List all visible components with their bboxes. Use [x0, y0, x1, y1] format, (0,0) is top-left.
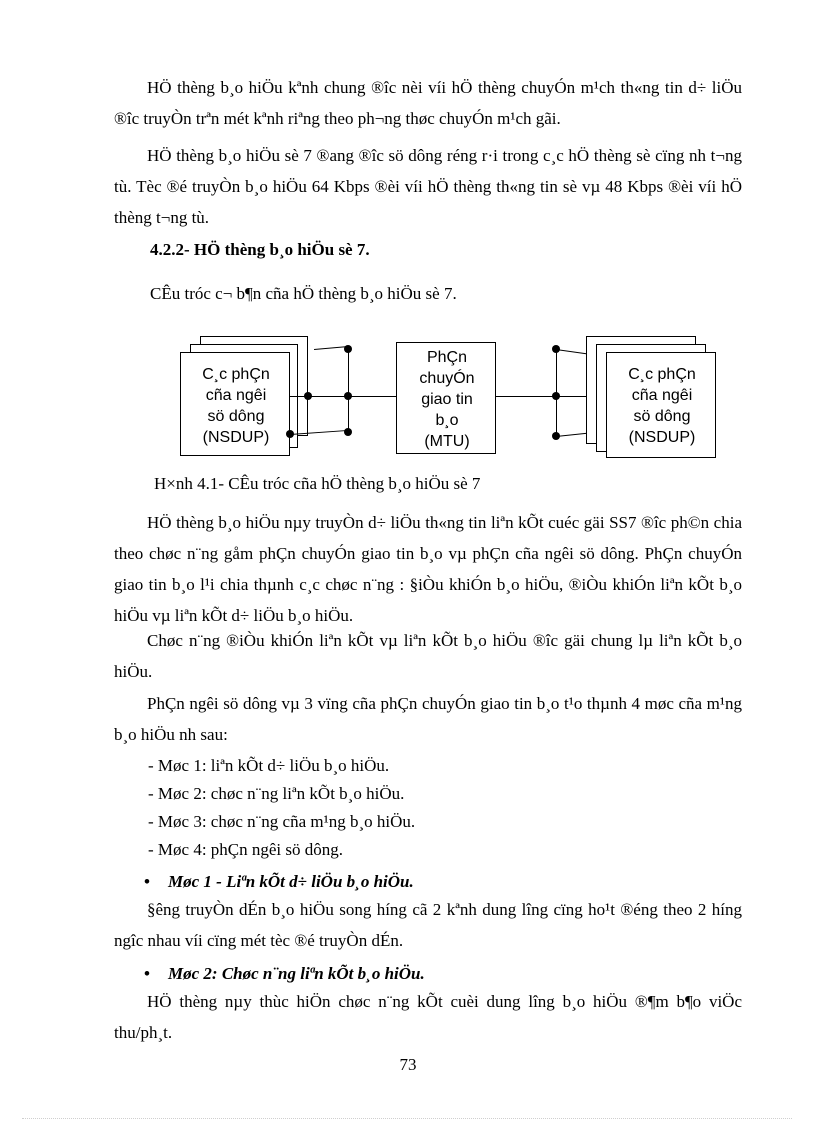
- right-box-front: [606, 352, 716, 458]
- bullet-heading-1-text: Møc 1 - Liªn kÕt d÷ liÖu b¸o hiÖu.: [168, 872, 414, 891]
- page-number: 73: [399, 1055, 417, 1074]
- paragraph-4: Chøc n¨ng ®iÒu khiÓn liªn kÕt vµ liªn kÕt b¸o hiÖu ®îc gäi chung lµ liªn kÕt b¸o hiÖu.: [114, 631, 742, 681]
- right-box-line-1: C¸c phÇn: [628, 366, 696, 383]
- paragraph-3: HÖ thèng b¸o hiÖu nµy truyÒn d÷ liÖu th«ng tin liªn kÕt cuéc gäi SS7 ®îc ph©n chia theo chøc n¨ng gåm phÇn chuyÓn giao tin b¸o vµ phÇn cña ngêi sö dông. PhÇn chuyÓn giao tin b¸o l¹i chia thµnh c¸c chøc n¨ng : §iÒu khiÓn b¸o hiÖu, ®iÒu khiÓn liªn kÕt b¸o hiÖu vµ liªn kÕt d÷ liÖu b¸o hiÖu.: [114, 513, 742, 625]
- bullet-heading-2: [144, 964, 425, 984]
- paragraph-7: HÖ thèng nµy thùc hiÖn chøc n¨ng kÕt cuèi dung lîng b¸o hiÖu ®¶m b¶o viÖc thu/ph¸t.: [114, 992, 742, 1042]
- left-node-bottom: [344, 428, 352, 436]
- left-node-top: [344, 345, 352, 353]
- right-box-line-4: (NSDUP): [628, 429, 696, 446]
- paragraph-2: HÖ thèng b¸o hiÖu sè 7 ®ang ®îc sö dông réng r·i trong c¸c hÖ thèng sè cïng nh t¬ng tù. Tèc ®é truyÒn b¸o hiÖu 64 Kbps ®èi víi hÖ thèng th«ng tin sè vµ 48 Kbps ®èi víi hÖ thèng t¬ng tù.: [114, 146, 742, 227]
- bottom-dotted-rule: [22, 1118, 792, 1119]
- list-item: - Møc 2: chøc n¨ng liªn kÕt b¸o hiÖu.: [148, 784, 405, 803]
- structure-intro: CÊu tróc c¬ b¶n cña hÖ thèng b¸o hiÖu sè 7.: [150, 284, 457, 303]
- center-box-line-2: chuyÓn: [419, 370, 475, 387]
- left-box-line-4: (NSDUP): [202, 429, 270, 446]
- paragraph-1: HÖ thèng b¸o hiÖu kªnh chung ®îc nèi víi hÖ thèng chuyÓn m¹ch th«ng tin d÷ liÖu ®îc truyÒn trªn mét kªnh riªng theo ph¬ng thøc chuyÓn m¹ch gãi.: [114, 78, 742, 128]
- right-node-top: [552, 345, 560, 353]
- right-box-line-2: cña ngêi: [631, 387, 693, 404]
- bullet-heading-2-text: Møc 2: Chøc n¨ng liªn kÕt b¸o hiÖu.: [168, 964, 425, 983]
- figure-caption: H×nh 4.1- CÊu tróc cña hÖ thèng b¸o hiÖu sè 7: [154, 474, 481, 493]
- left-box-line-3: sö dông: [207, 408, 265, 425]
- bullet-heading-1: [144, 872, 414, 892]
- right-node-middle-left: [552, 392, 560, 400]
- list-item: - Møc 1: liªn kÕt d÷ liÖu b¸o hiÖu.: [148, 756, 390, 775]
- center-box-line-1: PhÇn: [426, 349, 468, 366]
- section-heading: 4.2.2- HÖ thèng b¸o hiÖu sè 7.: [150, 240, 370, 259]
- left-wire-middle: [290, 396, 348, 397]
- bullet-icon: •: [144, 964, 150, 983]
- center-to-right-wire: [496, 396, 556, 397]
- right-box-line-3: sö dông: [633, 408, 691, 425]
- left-node-middle-right: [344, 392, 352, 400]
- list-item: - Møc 3: chøc n¨ng cña m¹ng b¸o hiÖu.: [148, 812, 416, 831]
- left-box-line-1: C¸c phÇn: [202, 366, 270, 383]
- paragraph-5: PhÇn ngêi sö dông vµ 3 vïng cña phÇn chuyÓn giao tin b¸o t¹o thµnh 4 møc cña m¹ng b¸o hiÖu nh sau:: [114, 694, 742, 744]
- paragraph-6: §êng truyÒn dÉn b¸o hiÖu song híng cã 2 kªnh dung lîng cïng ho¹t ®éng theo 2 híng ngîc nhau víi cïng mét tèc ®é truyÒn dÉn.: [114, 900, 742, 950]
- ss7-structure-diagram: [180, 336, 720, 466]
- right-node-bottom: [552, 432, 560, 440]
- center-box-line-4: b¸o: [435, 412, 459, 429]
- left-node-box: [286, 430, 294, 438]
- center-box-line-3: giao tin: [421, 391, 473, 408]
- list-item: - Møc 4: phÇn ngêi sö dông.: [148, 840, 344, 859]
- left-node-middle-left: [304, 392, 312, 400]
- center-box-mtu: [396, 342, 496, 454]
- left-box-front: [180, 352, 290, 456]
- center-box-line-5: (MTU): [424, 433, 470, 450]
- left-box-line-2: cña ngêi: [205, 387, 267, 404]
- left-to-center-wire: [348, 396, 396, 397]
- bullet-icon: •: [144, 872, 150, 891]
